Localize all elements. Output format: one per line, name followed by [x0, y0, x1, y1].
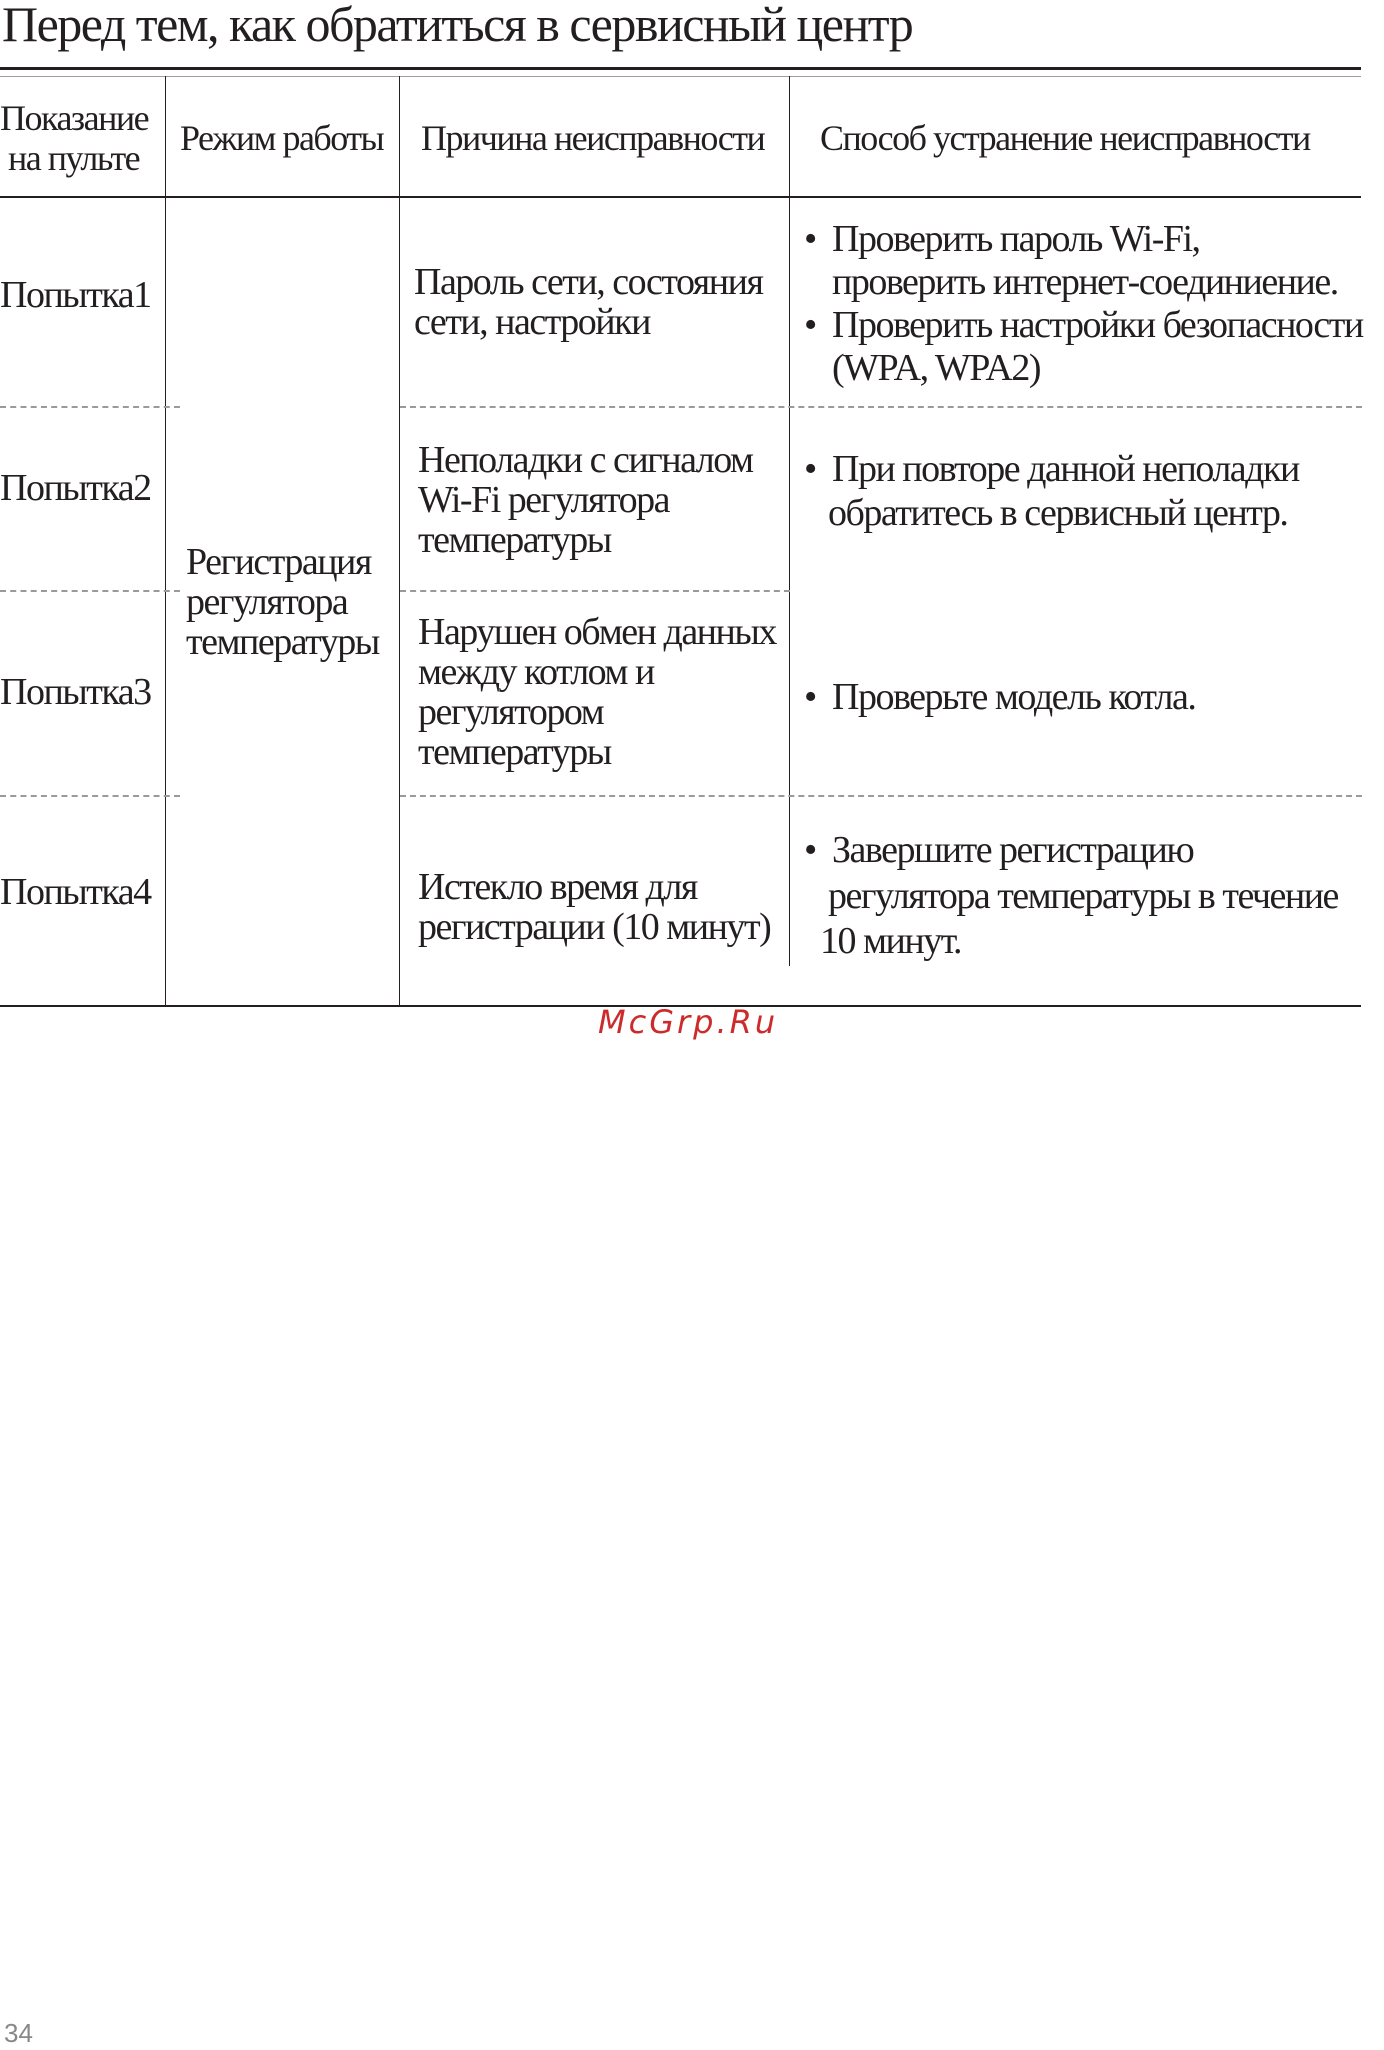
column-divider-3: [789, 76, 790, 966]
bullet-icon: •: [804, 218, 818, 260]
table-top-rule: [0, 76, 1361, 77]
header-mode: Режим работы: [180, 118, 384, 158]
title-rule: [0, 67, 1361, 70]
row-separator: [400, 406, 1362, 408]
bullet-icon: •: [804, 676, 818, 718]
row-separator: [0, 590, 180, 592]
bullet-icon: •: [804, 304, 818, 346]
row-separator: [0, 795, 180, 797]
mode-value: Регистрация регулятора температуры: [186, 541, 379, 663]
column-divider-1: [165, 76, 166, 1006]
row-4-display: Попытка4: [0, 871, 151, 913]
row-4-cause: Истекло время для регистрации (10 минут): [418, 866, 771, 948]
row-3-display: Попытка3: [0, 671, 151, 713]
row-3-cause: Нарушен обмен данных между котлом и регулятором температуры: [418, 611, 776, 773]
row-separator: [400, 795, 1362, 797]
bullet-icon: •: [804, 829, 818, 871]
page-title: Перед тем, как обратиться в сервисный центр: [2, 0, 913, 52]
row-1-cause: Пароль сети, состояния сети, настройки: [414, 261, 763, 343]
header-cause: Причина неисправности: [421, 118, 765, 158]
page-number: 34: [4, 2018, 33, 2048]
row-separator: [0, 406, 180, 408]
header-bottom-rule: [0, 196, 1361, 198]
row-separator: [400, 590, 790, 592]
row-2-display: Попытка2: [0, 467, 151, 509]
bullet-icon: •: [804, 448, 818, 490]
header-fix: Способ устранение неисправности: [820, 118, 1310, 158]
row-2-cause: Неполадки с сигналом Wi-Fi регулятора температуры: [418, 439, 753, 561]
header-display: Показание на пульте: [0, 98, 149, 178]
watermark: McGrp.Ru: [598, 1003, 779, 1041]
row-1-display: Попытка1: [0, 274, 151, 316]
column-divider-2: [399, 76, 400, 1006]
